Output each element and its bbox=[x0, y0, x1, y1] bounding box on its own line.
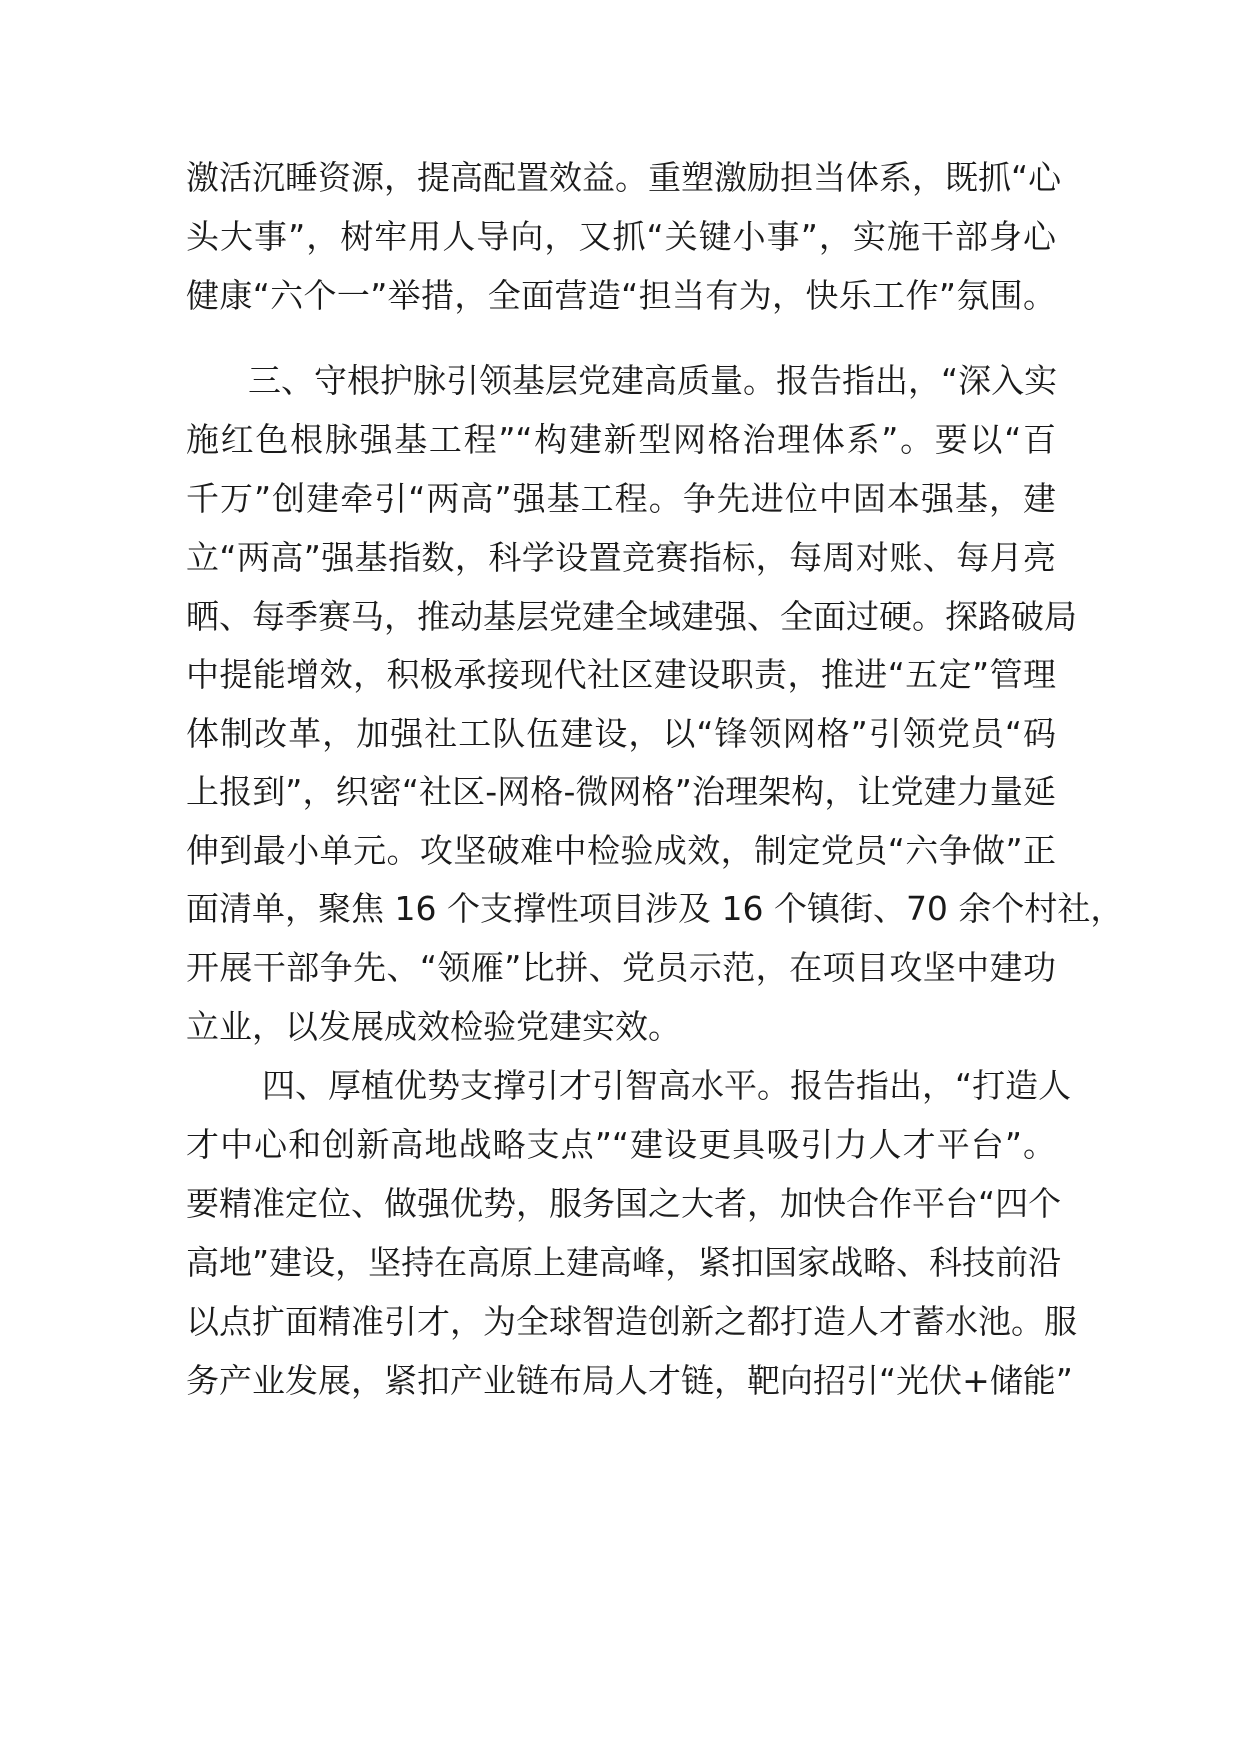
section-heading-line: 三、守根护脉引领基层党建高质量。报告指出，“深入实 bbox=[248, 361, 1058, 400]
text-line: 高地”建设，坚持在高原上建高峰，紧扣国家战略、科技前沿 bbox=[186, 1243, 1062, 1282]
text-line: 千万”创建牵引“两高”强基工程。争先进位中固本强基，建 bbox=[186, 479, 1056, 518]
text-line: 晒、每季赛马，推动基层党建全域建强、全面过硬。探路破局 bbox=[186, 597, 1077, 636]
text-line: 上报到”，织密“社区-网格-微网格”治理架构，让党建力量延 bbox=[186, 772, 1056, 811]
text-line: 激活沉睡资源，提高配置效益。重塑激励担当体系，既抓“心 bbox=[186, 158, 1062, 197]
text-line: 务产业发展，紧扣产业链布局人才链，靶向招引“光伏+储能” bbox=[186, 1361, 1073, 1400]
text-line: 中提能增效，积极承接现代社区建设职责，推进“五定”管理 bbox=[186, 655, 1056, 694]
text-line: 头大事”，树牢用人导向，又抓“关键小事”，实施干部身心 bbox=[186, 217, 1056, 256]
text-line: 伸到最小单元。攻坚破难中检验成效，制定党员“六争做”正 bbox=[186, 831, 1056, 870]
text-line: 施红色根脉强基工程”“构建新型网格治理体系”。要以“百 bbox=[186, 420, 1056, 459]
section-heading-line: 四、厚植优势支撑引才引智高水平。报告指出，“打造人 bbox=[262, 1066, 1072, 1105]
text-line: 以点扩面精准引才，为全球智造创新之都打造人才蓄水池。服 bbox=[186, 1302, 1077, 1341]
text-line: 立“两高”强基指数，科学设置竞赛指标，每周对账、每月亮 bbox=[186, 538, 1056, 577]
text-line: 才中心和创新高地战略支点”“建设更具吸引力人才平台”。 bbox=[186, 1125, 1056, 1164]
text-line: 面清单，聚焦 16 个支撑性项目涉及 16 个镇街、70 余个村社， bbox=[186, 889, 1124, 928]
text-line: 要精准定位、做强优势，服务国之大者，加快合作平台“四个 bbox=[186, 1184, 1062, 1223]
text-line: 体制改革，加强社工队伍建设，以“锋领网格”引领党员“码 bbox=[186, 714, 1056, 753]
text-line: 立业，以发展成效检验党建实效。 bbox=[186, 1007, 681, 1046]
text-line: 开展干部争先、“领雁”比拼、党员示范，在项目攻坚中建功 bbox=[186, 948, 1056, 987]
text-line: 健康“六个一”举措，全面营造“担当有为，快乐工作”氛围。 bbox=[186, 276, 1056, 315]
